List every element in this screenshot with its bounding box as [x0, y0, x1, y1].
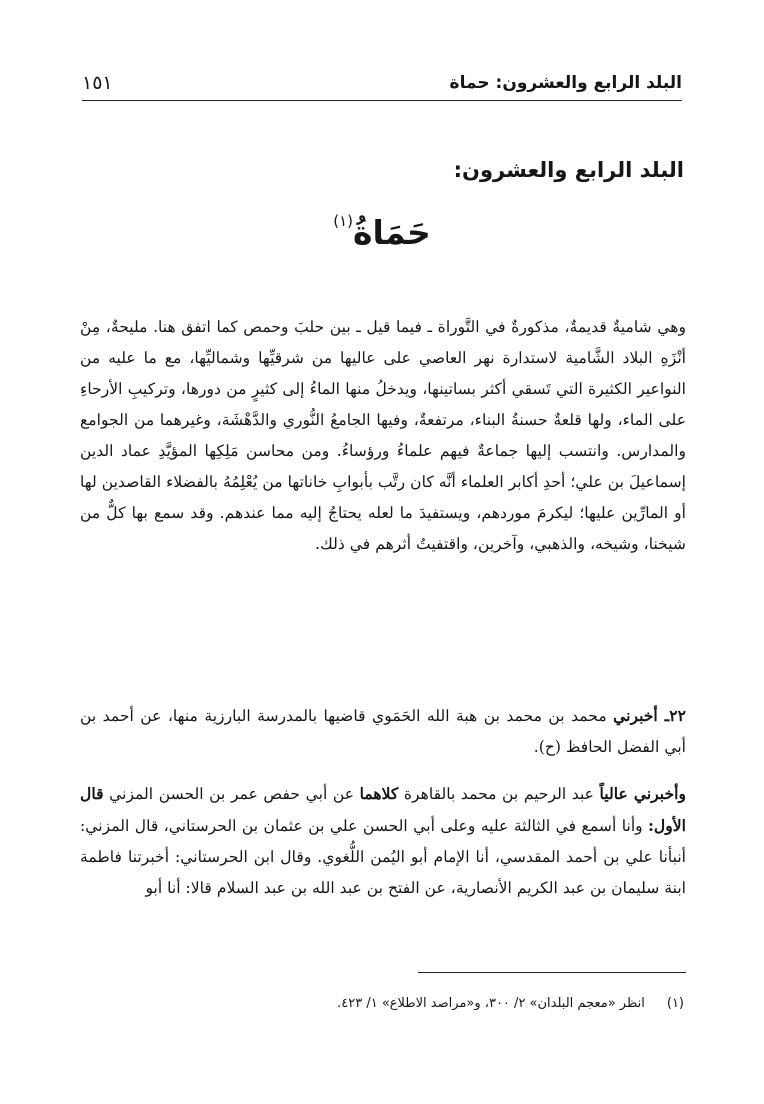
- hadith-number-lead: ٢٢ـ أخبرني: [613, 706, 686, 725]
- section-heading: البلد الرابع والعشرون:: [453, 158, 684, 182]
- chain-lead: وأخبرني عالياً: [599, 784, 686, 803]
- footnote: [337, 996, 684, 1011]
- city-title: [0, 212, 764, 252]
- paragraph-text: محمد بن محمد بن هبة الله الحَمَوي قاضيها بالمدرسة البارزية منها، عن أحمد بن أبي الفضل الحافظ (ح).: [80, 707, 686, 756]
- paragraph-chain: [80, 778, 686, 904]
- city-name: حَمَاةُ: [353, 213, 431, 252]
- paragraph-text: وأنا أسمع في الثالثة عليه وعلى أبي الحسن علي بن عثمان بن الحرستاني، قال المزني: أنبأنا علي بن أحمد المقدسي، أنا الإمام أبو اليُمن اللُّغوي. وقال ابن الحرستاني: أخبرتنا فاطمة ابنة سليمان بن عبد الكريم الأنصارية، عن الفتح بن عبد الله بن عبد السلام قالا: أنا أبو: [80, 817, 686, 897]
- footnote-divider: [418, 972, 686, 973]
- paragraph-text: عبد الرحيم بن محمد بالقاهرة: [398, 785, 600, 803]
- running-header-title: البلد الرابع والعشرون: حماة: [449, 73, 682, 93]
- running-header: [82, 66, 682, 101]
- footnote-text: انظر «معجم البلدان» ٢/ ٣٠٠، و«مراصد الاطلاع» ١/ ٤٢٣.: [337, 996, 645, 1011]
- paragraph-text: عن أبي حفص عمر بن الحسن المزني: [103, 785, 360, 803]
- footnote-marker: (١): [666, 996, 684, 1011]
- chain-both: كلاهما: [359, 784, 399, 803]
- page-number: ١٥١: [82, 72, 113, 94]
- footnote-reference[interactable]: (١): [333, 212, 353, 230]
- paragraph-description: وهي شاميةٌ قديمةٌ، مذكورةٌ في التَّوراة ـ فيما قيل ـ بين حلبَ وحمص كما اتفق هنا. مليحةٌ، مِنْ أنْزَهِ البلاد الشَّامية لاستدارة نهر العاصي على عاليها من شرقيِّها وشماليِّها، مع ما عليه من النواعير الكثيرة التي تَسقي أكثر بساتينها، ويدخلُ منها الماءُ إلى كثيرٍ من دورها، وتركيبِ الأرحاءِ على الماء، ولها قلعةٌ حسنةُ البناء، مرتفعةٌ، وفيها الجامعُ النُّوري والدَّهْشَة، وغيرهما من الجوامع والمدارس. وانتسب إليها جماعةٌ فيهم علماءُ ورؤساءُ. ومن محاسن مَلِكِها المؤيَّدِ عماد الدين إسماعيلَ بن علي؛ أحدِ أكابر العلماء أنَّه كان رتَّب بأبوابِ خاناتها من يُعْلِمُهُ بالفضلاء القاصدين لها أو المارِّين عليها؛ ليكرمَ موردهم، ويستفيدَ ما لعله يحتاجُ إليه مما عندهم. وقد سمع بها كلٌّ من شيخنا، وشيخه، والذهبي، وآخرين، واقتفيتُ أثرهم في ذلك.: [80, 318, 686, 553]
- chain-first-said: قال الأول:: [80, 784, 686, 835]
- paragraph-hadith-22: [80, 700, 686, 763]
